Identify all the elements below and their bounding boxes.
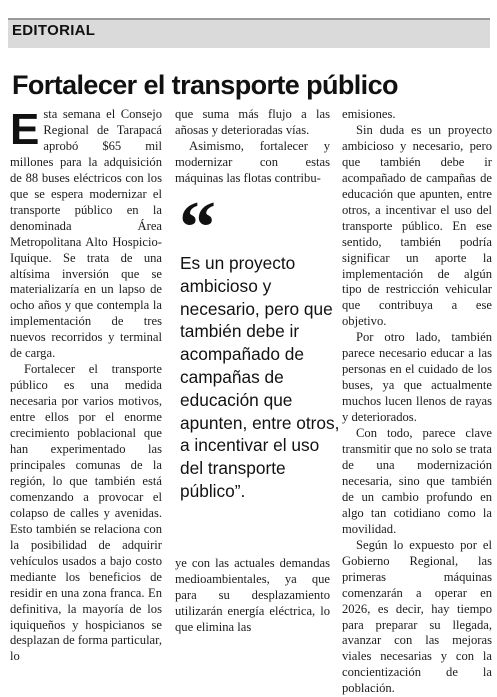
article-paragraph: Fortalecer el transporte público es una medida necesaria por varios motivos, entre ellos por el enorme crecimiento poblacional que han experimentado las principales comunas de la región, lo que también está comenzando a provocar el colapso de calles y avenidas. Esto también se relaciona con la posibilidad de adquirir vehículos usados a bajo costo mediante los beneficios de residir en una zona franca. En definitiva, la mayoría de los iquiqueños y hospicianos se desplazan de forma particular, lo — [10, 362, 162, 664]
article-column-3 — [342, 107, 492, 696]
paragraph-text: sta semana el Consejo Regional de Tarapacá aprobó $65 mil millones para la adquisición de 88 buses eléctricos con los que se espera modernizar el transporte público en la denominada Área Metropolitana Alto Hospicio-Iquique. Se trata de una altísima inversión que se materializaría en un lapso de ocho años y que contempla la implementación de tres nuevos recorridos y terminal de carga. — [10, 107, 162, 361]
drop-cap: E — [10, 105, 40, 154]
article-paragraph: Con todo, parece clave transmitir que no solo se trata de una modernización necesaria, sino que también de un cambio profundo en algo tan cotidiano como la movilidad. — [342, 426, 492, 536]
headline: Fortalecer el transporte público — [12, 70, 398, 101]
article-paragraph: Sin duda es un proyecto ambicioso y necesario, pero que también debe ir acompañado de campañas de educación que apunten, entre otros, a incentivar el uso del transporte público. En ese sentido, también podría significar un aporte la implementación de algún tipo de restricción vehicular que contribuya a ese objetivo. — [342, 122, 492, 329]
article-column-1 — [10, 105, 162, 664]
article-paragraph: emisiones. — [342, 107, 396, 121]
article-paragraph: que suma más flujo a las añosas y deterioradas vías. — [175, 107, 330, 137]
article-column-2-bottom — [175, 556, 330, 641]
article-paragraph: Según lo expuesto por el Gobierno Regional, las primeras máquinas comenzarán a operar en 2026, es decir, hay tiempo para preparar su llegada, avanzar con las mejoras viales necesarias y con la concientización de la población. — [342, 537, 492, 696]
quote-mark-icon: “ — [179, 187, 216, 269]
pull-quote: Es un proyecto ambicioso y necesario, pero que también debe ir acompañado de campañas de educación que apunten, entre otros, a incentivar el uso del transporte público”. — [180, 253, 340, 501]
article-paragraph: ye con las actuales demandas medioambientales, ya que para su desplazamiento utilizarán energía eléctrica, lo que elimina las — [175, 556, 330, 634]
article-paragraph — [10, 107, 162, 362]
section-label: EDITORIAL — [12, 22, 96, 39]
article-paragraph: Por otro lado, también parece necesario educar a las personas en el cuidado de los buses, ya que actualmente muchos lucen llenos de rayas y deteriorados. — [342, 330, 492, 425]
article-paragraph: Asimismo, fortalecer y modernizar con estas máquinas las flotas contribu- — [175, 138, 330, 185]
article-column-2-top — [175, 107, 330, 187]
